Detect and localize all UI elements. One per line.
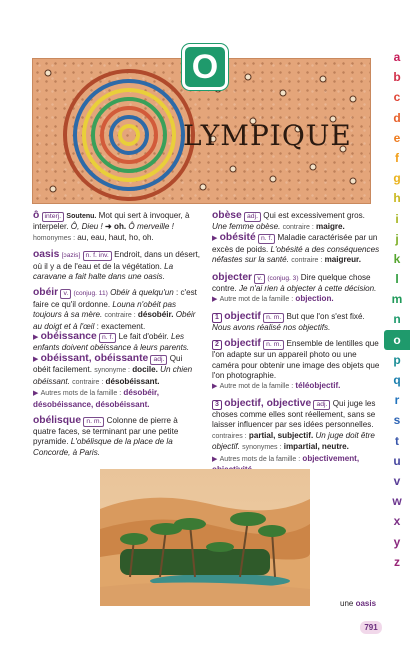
alphabet-letter-u[interactable]: u <box>393 453 401 468</box>
entry-objecter: objecter v. (conjug. 3) Dire quelque chose contre. Je n'ai rien à objecter à cette décision. ▶ Autre mot de la famille : objection. <box>212 271 377 304</box>
header-word: LYMPIQUE <box>183 119 352 152</box>
alphabet-letter-q[interactable]: q <box>393 373 401 387</box>
page-number: 791 <box>360 621 382 634</box>
entry-objectif-1: 1 objectif n. m. But que l'on s'est fixé. Nous avons réalisé nos objectifs. <box>212 310 365 332</box>
alphabet-letter-l[interactable]: l <box>395 272 399 287</box>
alphabet-letter-d[interactable]: d <box>393 110 401 125</box>
alphabet-letter-m[interactable]: m <box>391 292 403 307</box>
alphabet-letter-h[interactable]: h <box>393 191 401 206</box>
alphabet-letter-y[interactable]: y <box>393 534 401 549</box>
alphabet-letter-n[interactable]: n <box>393 312 401 327</box>
entry-objectif-2: 2 objectif n. m. Ensemble de lentilles que l'on adapte sur un appareil photo ou une caméra pour obtenir une image des objets que l'on photographie. ▶ Autre mot de la famille : téléobjectif. <box>212 338 380 391</box>
entry-obeir: obéir v. (conjug. 11) Obéir à quelqu'un : c'est faire ce qu'il ordonne. Louna n'obéit pas toujours à sa mère. contraire : désobéir. Obéir au doigt et à l'œil : exactement. <box>33 287 197 331</box>
alphabet-letter-t[interactable]: t <box>395 433 399 448</box>
alphabet-letter-z[interactable]: z <box>394 554 400 569</box>
entry-obese: obèse adj. Qui est excessivement gros. Une femme obèse. contraire : maigre. <box>212 210 365 231</box>
entry-objectif-3: 3 objectif, objective adj. Qui juge les choses comme elles sont réellement, sans se laisser influencer par ses idées personnelles. contraires : partial, subjectif. Un juge doit être objectif. synonymes : impartial, neutre. ▶ Autres mots de la famille : objectivement, <box>212 397 376 463</box>
alphabet-letter-s[interactable]: s <box>393 413 401 428</box>
alphabet-letter-v[interactable]: v <box>393 473 401 488</box>
alphabet-letter-g[interactable]: g <box>393 171 401 186</box>
alphabet-letter-w[interactable]: w <box>392 494 402 509</box>
oasis-photo <box>100 469 310 606</box>
alphabet-letter-a[interactable]: a <box>393 50 401 64</box>
photo-caption: une oasis <box>340 599 377 608</box>
alphabet-letter-f[interactable]: f <box>395 150 399 165</box>
alphabet-letter-x[interactable]: x <box>393 514 401 529</box>
entry-o: ô interj. Soutenu. Mot qui sert à invoquer, à interpeler. Ô, Dieu ! ➜ oh. Ô merveille ! homonymes : au, eau, haut, ho, oh. <box>33 210 190 242</box>
alphabet-letter-k[interactable]: k <box>393 251 401 266</box>
entry-obesite: ▶ obésité n. f. Maladie caractérisée par un excès de poids. L'obésité a des conséquences néfastes sur la santé. contraire : maigreur. <box>212 232 380 265</box>
alphabet-letter-o[interactable]: o <box>384 330 410 350</box>
alphabet-letter-c[interactable]: c <box>393 90 401 105</box>
alphabet-index <box>386 47 408 572</box>
alphabet-letter-e[interactable]: e <box>393 130 401 145</box>
alphabet-letter-j[interactable]: j <box>395 231 399 246</box>
alphabet-letter-i[interactable]: i <box>395 211 399 226</box>
entry-obeissant: ▶ obéissant, obéissante adj. Qui obéit facilement. synonyme : docile. Un chien obéissant. contraire : désobéissant. ▶ Autres mots de la famille : désobéir, désobéissance, désobéissant. <box>33 352 193 409</box>
alphabet-letter-r[interactable]: r <box>394 393 400 408</box>
alphabet-letter-b[interactable]: b <box>393 70 401 85</box>
right-column <box>212 211 380 475</box>
alphabet-letter-p[interactable]: p <box>393 352 401 367</box>
left-column <box>33 211 201 458</box>
entry-oasis: oasis [ɔazis] n. f. inv. Endroit, dans un désert, où il y a de l'eau et de la végétation. La caravane a fait halte dans une oasis. <box>33 249 201 282</box>
entry-obeissance: ▶ obéissance n. f. Le fait d'obéir. Les enfants doivent obéissance à leurs parents. <box>33 331 190 353</box>
letter-badge: O <box>182 44 228 90</box>
entry-obelisque: obélisque n. m. Colonne de pierre à quatre faces, se terminant par une petite pyramide. L'obélisque de la place de la Concorde, à Paris. <box>33 414 179 457</box>
